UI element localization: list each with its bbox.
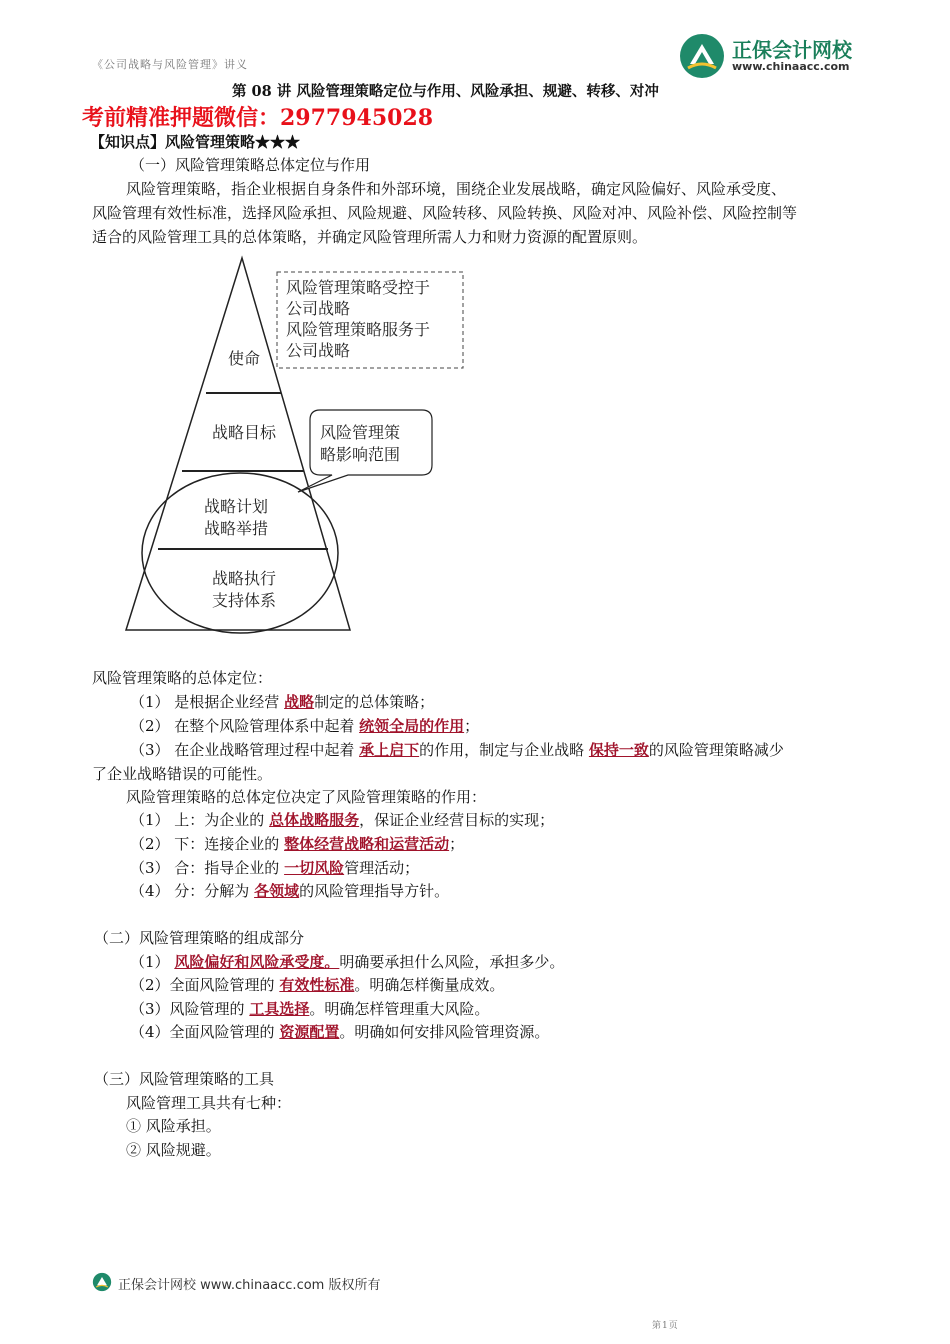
- role-item-2: （2） 下：连接企业的 整体经营战略和运营活动；: [130, 835, 465, 853]
- logo-name: 正保会计网校: [732, 38, 852, 62]
- layer-mission: 使命: [228, 349, 261, 368]
- layer-strategic-measures: 战略举措: [204, 519, 269, 538]
- control-note-line1: 风险管理策略受控于: [286, 278, 431, 297]
- logo-icon: [678, 32, 726, 80]
- control-note-line4: 公司战略: [286, 341, 351, 360]
- section2-heading: （二）风险管理策略的组成部分: [94, 929, 305, 947]
- role-item-1: （1） 上：为企业的 总体战略服务，保证企业经营目标的实现；: [130, 811, 555, 829]
- layer-strategic-goals: 战略目标: [212, 423, 277, 442]
- site-logo[interactable]: [678, 30, 868, 82]
- knowledge-point-heading: 【知识点】风险管理策略★★★: [90, 133, 301, 151]
- positioning-item-3-continued: 了企业战略错误的可能性。: [92, 765, 273, 783]
- positioning-intro: 风险管理策略的总体定位：: [92, 669, 273, 687]
- component-item-1: （1） 风险偏好和风险承受度。明确要承担什么风险，承担多少。: [130, 953, 565, 971]
- tool-item-2: ② 风险规避。: [126, 1141, 221, 1159]
- section3-heading: （三）风险管理策略的工具: [94, 1070, 275, 1088]
- section1-paragraph-line1: 风险管理策略，指企业根据自身条件和外部环境，围绕企业发展战略，确定风险偏好、风险承受度、: [126, 180, 787, 198]
- role-item-4: （4） 分：分解为 各领域的风险管理指导方针。: [130, 882, 450, 900]
- footer-copyright: 正保会计网校 www.chinaacc.com 版权所有: [118, 1278, 381, 1293]
- page-mark: 第1页: [652, 1321, 679, 1331]
- layer-execution: 战略执行: [212, 569, 277, 588]
- component-item-4: （4）全面风险管理的 资源配置。明确如何安排风险管理资源。: [130, 1023, 550, 1041]
- tool-item-1: ① 风险承担。: [126, 1117, 221, 1135]
- tools-intro: 风险管理工具共有七种：: [126, 1094, 292, 1112]
- layer-strategic-plan: 战略计划: [204, 497, 269, 516]
- header-faint-text: 《公司战略与风险管理》讲义: [92, 58, 248, 71]
- lecture-title: 第 08 讲 风险管理策略定位与作用、风险承担、规避、转移、对冲: [232, 83, 659, 100]
- roles-intro: 风险管理策略的总体定位决定了风险管理策略的作用：: [126, 788, 487, 806]
- role-item-3: （3） 合：指导企业的 一切风险管理活动；: [130, 859, 420, 877]
- control-note-line2: 公司战略: [286, 299, 351, 318]
- section1-heading: （一）风险管理策略总体定位与作用: [130, 156, 371, 174]
- control-note-line3: 风险管理策略服务于: [286, 320, 431, 339]
- promo-banner: 考前精准押题微信：2977945028: [82, 105, 434, 131]
- component-item-2: （2）全面风险管理的 有效性标准。明确怎样衡量成效。: [130, 976, 505, 994]
- positioning-item-3: （3） 在企业战略管理过程中起着 承上启下的作用，制定与企业战略 保持一致的风险管理策略减少: [130, 741, 784, 759]
- section1-paragraph-line2: 风险管理有效性标准，选择风险承担、风险规避、风险转移、风险转换、风险对冲、风险补偿、风险控制等: [92, 204, 798, 222]
- positioning-item-1: （1） 是根据企业经营 战略制定的总体策略；: [130, 693, 435, 711]
- footer-logo-icon: [92, 1272, 112, 1292]
- positioning-item-2: （2） 在整个风险管理体系中起着 统领全局的作用；: [130, 717, 480, 735]
- logo-url: www.chinaacc.com: [732, 60, 850, 73]
- strategy-pyramid-diagram: [120, 250, 600, 640]
- section1-paragraph-line3: 适合的风险管理工具的总体策略，并确定风险管理所需人力和财力资源的配置原则。: [92, 228, 648, 246]
- layer-support-system: 支持体系: [212, 591, 277, 610]
- influence-callout-line1: 风险管理策: [320, 423, 401, 442]
- influence-callout-line2: 略影响范围: [320, 445, 401, 464]
- component-item-3: （3）风险管理的 工具选择。明确怎样管理重大风险。: [130, 1000, 490, 1018]
